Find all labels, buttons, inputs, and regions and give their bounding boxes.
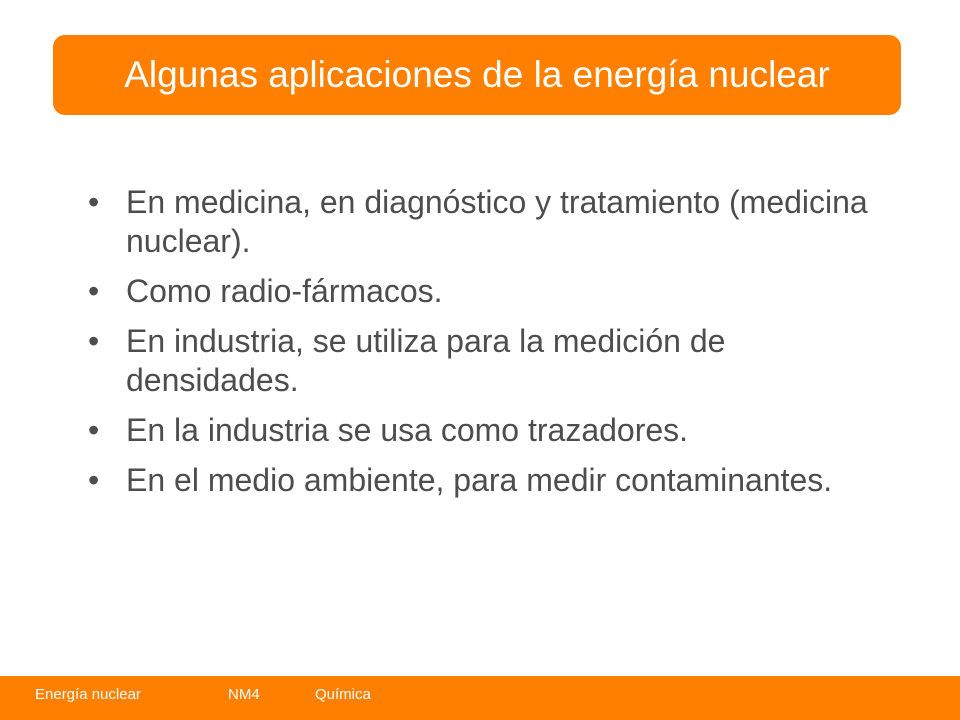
bullet-text: En industria, se utiliza para la medición de densidades. — [126, 323, 726, 398]
bullet-item-industria-densidades — [88, 322, 888, 400]
footer-subject: Química — [315, 686, 371, 703]
bullet-item-trazadores — [88, 411, 888, 450]
title-banner — [53, 35, 901, 115]
bullet-text: En el medio ambiente, para medir contaminantes. — [126, 462, 833, 498]
bullet-list — [88, 183, 888, 511]
bullet-item-medicina — [88, 183, 888, 261]
bullet-marker: • — [88, 412, 100, 448]
bullet-marker: • — [88, 462, 100, 498]
slide-title: Algunas aplicaciones de la energía nuclear — [124, 54, 830, 95]
bullet-text: En la industria se usa como trazadores. — [126, 412, 689, 448]
bullet-text: Como radio-fármacos. — [126, 273, 443, 309]
bullet-item-medio-ambiente — [88, 461, 888, 500]
footer-topic: Energía nuclear — [35, 686, 141, 703]
bullet-text: En medicina, en diagnóstico y tratamiento (medicina nuclear). — [126, 184, 868, 259]
bullet-marker: • — [88, 323, 100, 359]
bullet-marker: • — [88, 184, 100, 220]
bullet-marker: • — [88, 273, 100, 309]
footer-bar — [0, 676, 960, 720]
footer-level: NM4 — [228, 686, 260, 703]
bullet-item-radiofarmacos — [88, 272, 888, 311]
